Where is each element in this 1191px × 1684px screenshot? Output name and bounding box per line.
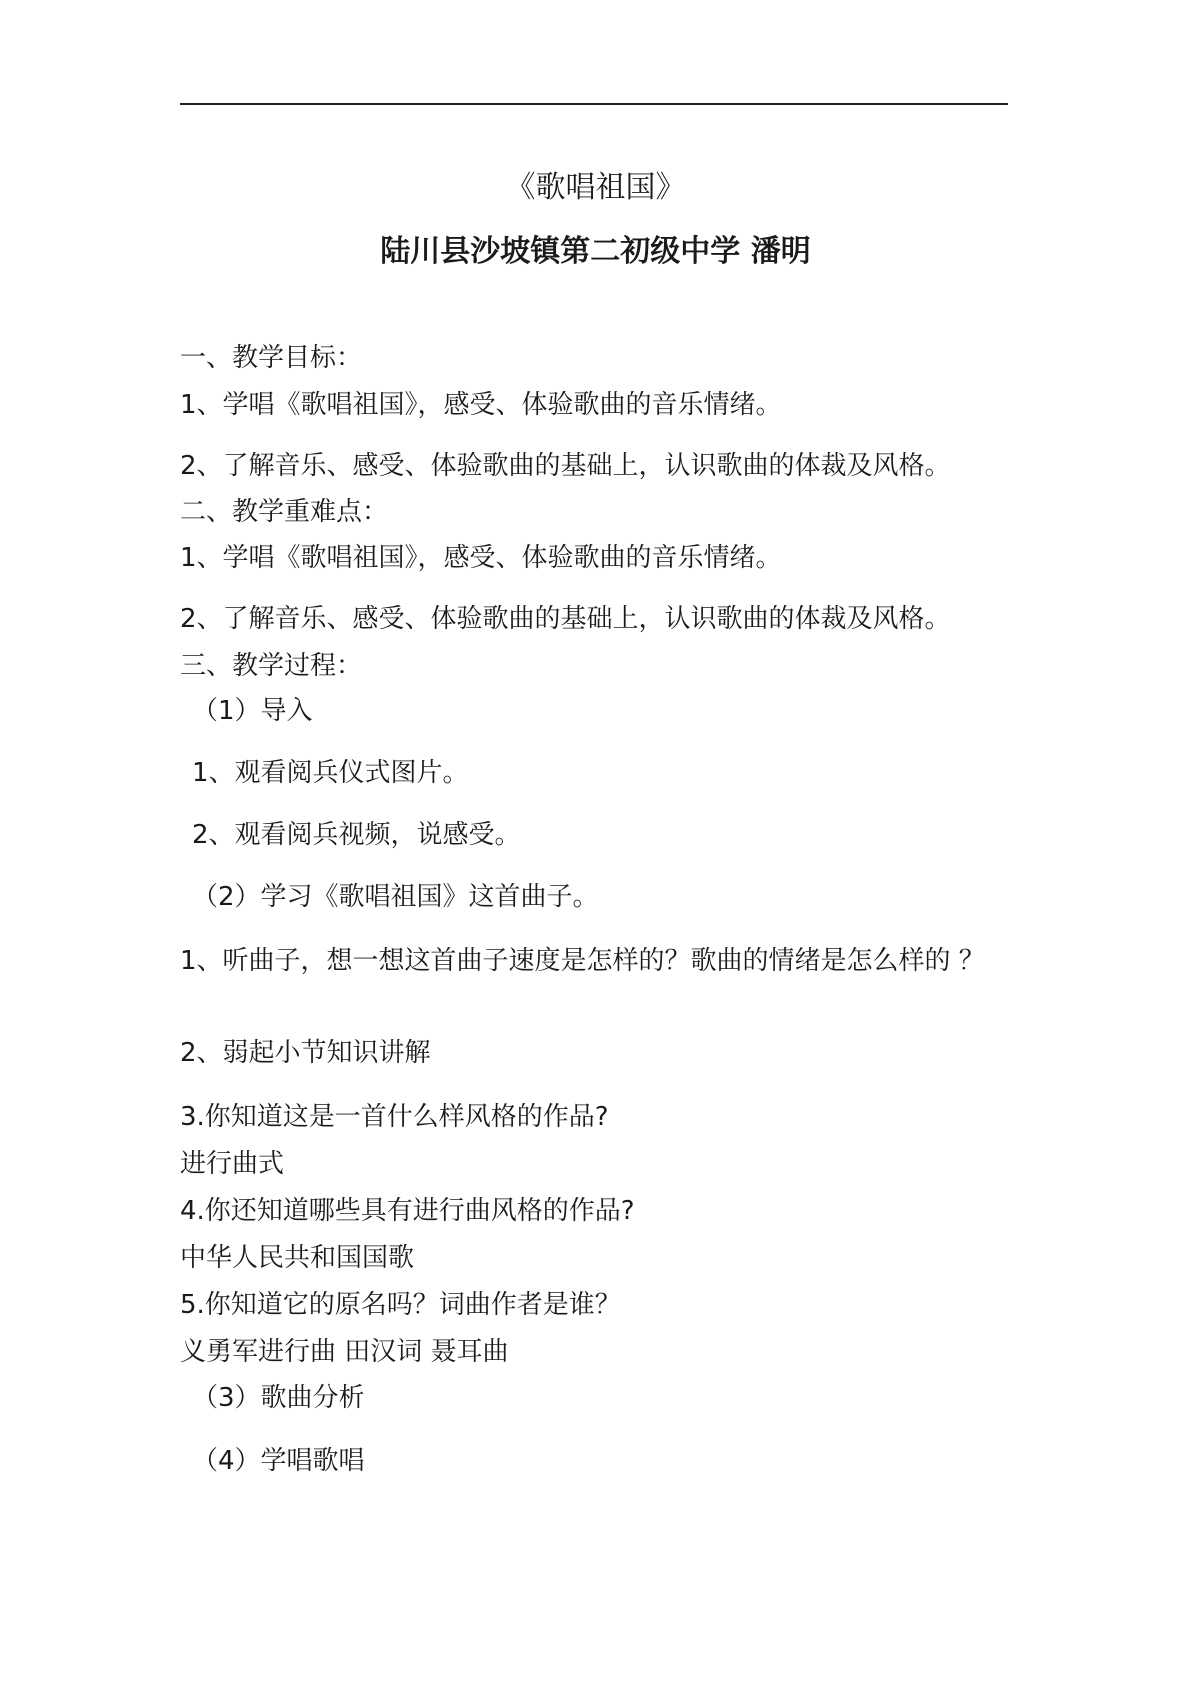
answer-text: 进行曲式 (180, 1149, 285, 1179)
section-heading: 三、教学过程： (180, 651, 363, 681)
list-item: 2、了解音乐、感受、体验歌曲的基础上，认识歌曲的体裁及风格。 (180, 451, 951, 481)
list-item: 2、了解音乐、感受、体验歌曲的基础上，认识歌曲的体裁及风格。 (180, 604, 951, 634)
sub-heading: （4）学唱歌唱 (192, 1446, 365, 1476)
list-item: 4.你还知道哪些具有进行曲风格的作品? (180, 1196, 635, 1226)
document-author: 陆川县沙坡镇第二初级中学 潘明 (380, 234, 811, 269)
list-item: 2、观看阅兵视频，说感受。 (192, 820, 521, 850)
list-item: 1、学唱《歌唱祖国》，感受、体验歌曲的音乐情绪。 (180, 390, 782, 420)
list-item: 1、观看阅兵仪式图片。 (192, 758, 469, 788)
section-heading: 二、教学重难点： (180, 497, 389, 527)
sub-heading: （2）学习《歌唱祖国》这首曲子。 (192, 882, 599, 912)
section-heading: 一、教学目标： (180, 343, 363, 373)
list-item: 1、学唱《歌唱祖国》，感受、体验歌曲的音乐情绪。 (180, 543, 782, 573)
list-item: 5.你知道它的原名吗？词曲作者是谁？ (180, 1290, 621, 1320)
list-item: 2、弱起小节知识讲解 (180, 1038, 431, 1068)
document-title: 《歌唱祖国》 (505, 170, 686, 205)
answer-text: 义勇军进行曲 田汉词 聂耳曲 (180, 1337, 509, 1367)
list-item: 1、听曲子，想一想这首曲子速度是怎样的？歌曲的情绪是怎么样的 ？ (180, 946, 985, 976)
sub-heading: （3）歌曲分析 (192, 1383, 365, 1413)
list-item: 3.你知道这是一首什么样风格的作品? (180, 1102, 609, 1132)
answer-text: 中华人民共和国国歌 (180, 1243, 415, 1273)
header-rule (180, 103, 1008, 105)
sub-heading: （1）导入 (192, 696, 313, 726)
